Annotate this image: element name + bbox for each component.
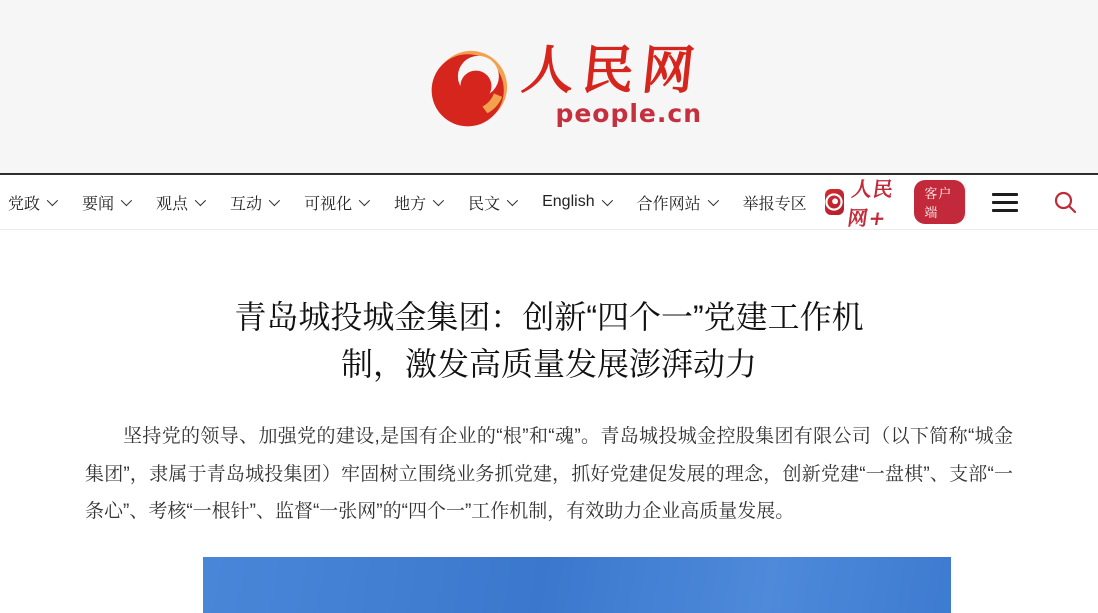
- nav-label: 互动: [230, 195, 263, 213]
- nav-item-guandian[interactable]: [156, 191, 203, 214]
- nav-item-dangzheng[interactable]: [8, 191, 55, 214]
- article-title: [0, 294, 1098, 388]
- nav-icons-group: [965, 184, 1088, 220]
- people-cn-swirl-icon: [430, 46, 512, 128]
- nav-list: [8, 191, 807, 214]
- search-button[interactable]: [1052, 189, 1078, 215]
- chevron-down-icon: [601, 195, 612, 206]
- logo-text: [518, 40, 706, 128]
- nav-label: 合作网站: [636, 195, 701, 213]
- nav-item-jubaozhuanqu[interactable]: [743, 191, 807, 214]
- nav-label: 党政: [8, 195, 41, 213]
- nav-label: 举报专区: [742, 195, 807, 213]
- article-inline-image: [203, 557, 951, 613]
- nav-item-english[interactable]: [542, 193, 609, 211]
- nav-label: English: [542, 193, 595, 210]
- swirl-glyph-icon: [825, 193, 843, 211]
- people-cn-app-icon: [825, 189, 844, 215]
- nav-item-yaowen[interactable]: [82, 191, 129, 214]
- article-title-line2: 制，激发高质量发展澎湃动力: [340, 346, 757, 382]
- nav-label: 观点: [156, 195, 189, 213]
- nav-label: 地方: [394, 195, 427, 213]
- chevron-down-icon: [195, 195, 206, 206]
- hamburger-menu-icon[interactable]: [992, 193, 1018, 212]
- app-badge-brand-text: 人民网+: [845, 177, 896, 230]
- nav-label: 民文: [468, 195, 501, 213]
- nav-item-hezuowangzhan[interactable]: [637, 191, 716, 214]
- people-cn-logo[interactable]: [430, 40, 706, 128]
- nav-item-keshihua[interactable]: [304, 191, 367, 214]
- site-masthead: [0, 0, 1098, 173]
- nav-item-hudong[interactable]: [230, 191, 277, 214]
- nav-label: 要闻: [82, 195, 115, 213]
- nav-label: 可视化: [304, 195, 353, 213]
- article-title-line1: 青岛城投城金集团：创新“四个一”党建工作机: [234, 299, 864, 335]
- chevron-down-icon: [47, 195, 58, 206]
- chevron-down-icon: [433, 195, 444, 206]
- article-body: [85, 418, 1013, 531]
- chevron-down-icon: [121, 195, 132, 206]
- people-cn-app-badge[interactable]: [825, 173, 965, 231]
- main-navbar: [0, 173, 1098, 230]
- nav-item-minwen[interactable]: [468, 191, 515, 214]
- chevron-down-icon: [707, 195, 718, 206]
- article-main: [0, 230, 1098, 613]
- chevron-down-icon: [269, 195, 280, 206]
- nav-item-difang[interactable]: [394, 191, 441, 214]
- logo-domain: people.cn: [555, 99, 702, 128]
- article-paragraph: 坚持党的领导、加强党的建设,是国有企业的“根”和“魂”。青岛城投城金控股集团有限公司（以下简称“城金集团”，隶属于青岛城投集团）牢固树立围绕业务抓党建，抓好党建促发展的理念，创新党建“一盘棋”、支部“一条心”、考核“一根针”、监督“一张网”的“四个一”工作机制，有效助力企业高质量发展。: [85, 426, 1013, 522]
- chevron-down-icon: [507, 195, 518, 206]
- app-badge-client-pill: 客户端: [914, 180, 965, 224]
- search-icon: [1052, 189, 1078, 215]
- chevron-down-icon: [359, 195, 370, 206]
- logo-cn-characters: 人民网: [518, 40, 706, 101]
